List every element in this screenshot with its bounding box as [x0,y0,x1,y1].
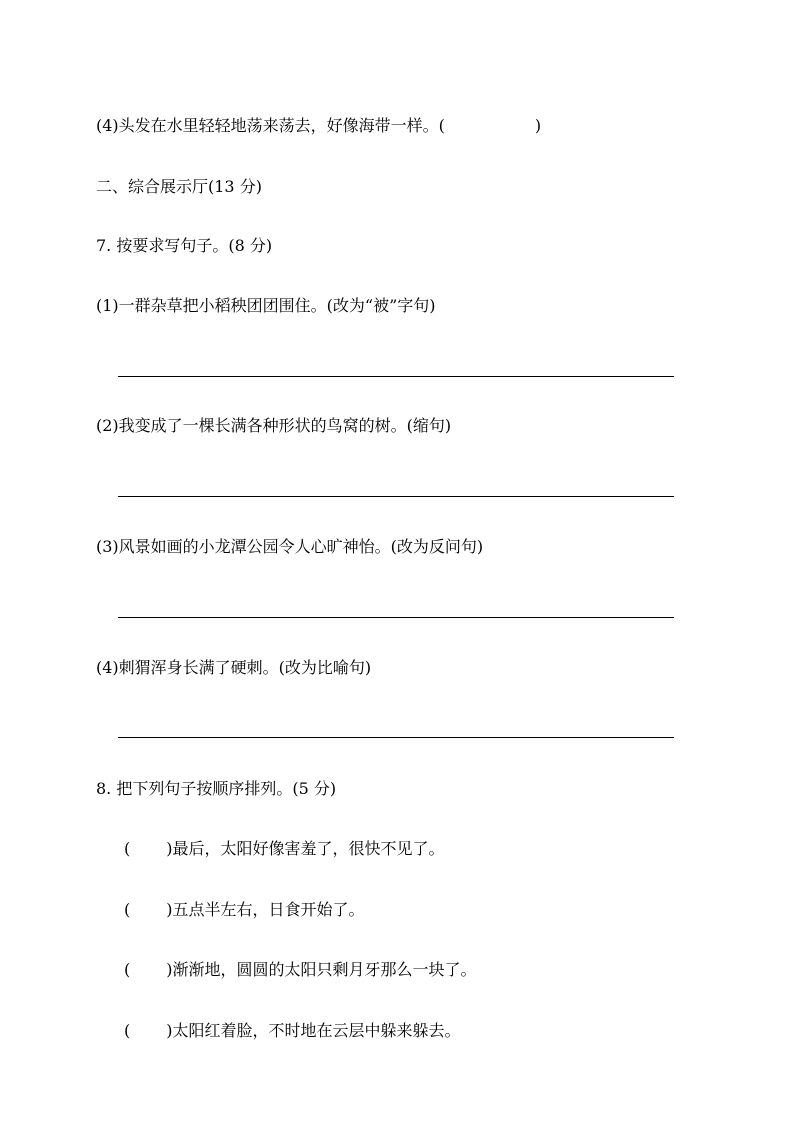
section1-item4-close: ) [534,116,542,135]
q8-open-paren: ( [124,960,131,979]
q8-close-paren: ) [166,900,173,919]
q7-title: 7. 按要求写句子。(8 分) [96,236,273,255]
section1-item4-text: (4)头发在水里轻轻地荡来荡去，好像海带一样。( [96,116,445,135]
q8-sentence-4: 太阳红着脸，不时地在云层中躲来躲去。 [172,1021,461,1040]
q8-sentence-1: 最后，太阳好像害羞了，很快不见了。 [172,839,445,858]
q8-close-paren: ) [166,839,173,858]
q8-sentence-2: 五点半左右，日食开始了。 [172,900,365,919]
q8-open-paren: ( [124,900,131,919]
q8-open-paren: ( [124,1021,131,1040]
q7-item-1: (1)一群杂草把小稻秧团团围住。(改为“被”字句) [96,296,436,315]
q8-item-1 [124,839,445,859]
q8-sentence-3: 渐渐地，圆圆的太阳只剩月牙那么一块了。 [172,960,477,979]
q7-item-4: (4)刺猬浑身长满了硬刺。(改为比喻句) [96,658,372,677]
section2-heading: 二、综合展示厅(13 分) [96,177,262,196]
q8-item-4 [124,1021,461,1041]
q7-answer-line-2[interactable] [118,496,674,497]
section1-item4 [96,116,541,136]
q7-answer-line-4[interactable] [118,737,674,738]
q8-open-paren: ( [124,839,131,858]
q8-close-paren: ) [166,1021,173,1040]
q7-item-2: (2)我变成了一棵长满各种形状的鸟窝的树。(缩句) [96,416,452,435]
q8-item-3 [124,960,477,980]
q8-item-2 [124,900,365,920]
q7-item-3: (3)风景如画的小龙潭公园令人心旷神怡。(改为反问句) [96,537,484,556]
q7-answer-line-1[interactable] [118,376,674,377]
q8-title: 8. 把下列句子按顺序排列。(5 分) [96,779,337,798]
q8-close-paren: ) [166,960,173,979]
q7-answer-line-3[interactable] [118,617,674,618]
